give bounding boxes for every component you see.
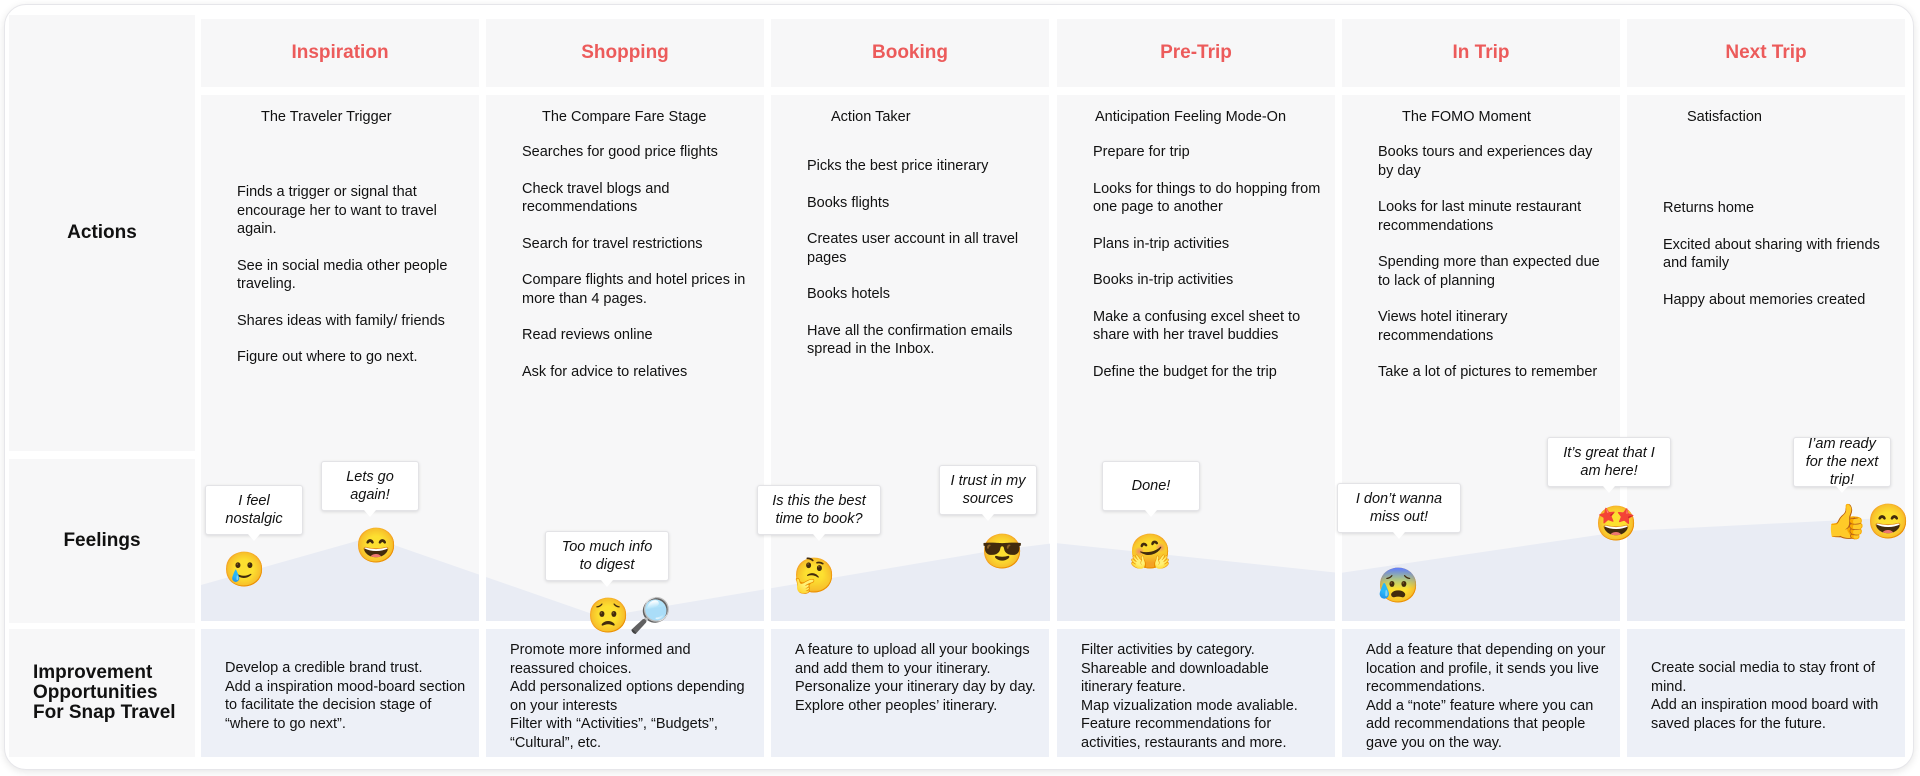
column-gap <box>764 459 771 623</box>
improvement-item: Explore other peoples’ itinerary. <box>795 697 998 714</box>
feeling-bubble <box>1337 483 1461 533</box>
feeling-bubble <box>939 465 1037 515</box>
action-item: Picks the best price itinerary <box>807 158 989 174</box>
improvement-item: A feature to upload all your bookings and add them to your itinerary. <box>795 642 1030 677</box>
column-gap <box>1050 459 1057 623</box>
improvement-item: Add personalized options depending on your interests <box>510 679 745 714</box>
row-label-improvement-line: Improvement <box>33 662 153 683</box>
feeling-text: I don’t wanna miss out! <box>1355 491 1443 525</box>
feelings-curve <box>5 5 1913 769</box>
action-item: Returns home <box>1663 200 1755 216</box>
improvement-item: Add an inspiration mood board with saved places for the future. <box>1651 697 1879 732</box>
action-item: Have all the confirmation emails spread in the Inbox. <box>807 322 1013 357</box>
action-item: Define the budget for the trip <box>1093 363 1277 380</box>
action-item: Compare flights and hotel prices in more than 4 pages. <box>522 272 746 307</box>
worried-face-magnifier-icon: 😟🔎 <box>587 597 672 635</box>
row-label-improvement-line: For Snap Travel <box>33 702 176 723</box>
action-item: Excited about sharing with friends and family <box>1663 236 1880 271</box>
thinking-face-icon: 🤔 <box>793 557 836 595</box>
improvement-item: Add a feature that depending on your location and profile, it sends you live recommendations. <box>1366 642 1606 695</box>
feeling-text: Too much info to digest <box>561 539 653 573</box>
action-item: Shares ideas with family/ friends <box>237 312 445 329</box>
feeling-bubble <box>545 531 669 581</box>
action-item: Search for travel restrictions <box>522 235 703 252</box>
stage-title-in-trip: In Trip <box>1342 19 1620 87</box>
row-label-improvement-line: Opportunities <box>33 682 158 703</box>
stage-title-booking: Booking <box>771 19 1049 87</box>
action-item: Looks for things to do hopping from one page to another <box>1093 180 1321 215</box>
action-item: Happy about memories created <box>1663 291 1866 308</box>
action-item: Make a confusing excel sheet to share with her travel buddies <box>1093 308 1301 343</box>
row-label-feelings-text: Feelings <box>63 530 141 551</box>
improvement-item: Create social media to stay front of mind. <box>1651 660 1876 695</box>
action-item: Plans in-trip activities <box>1093 235 1230 252</box>
action-item: Views hotel itinerary recommendations <box>1378 309 1508 344</box>
action-item: Searches for good price flights <box>522 144 718 160</box>
improvement-item: Shareable and downloadable itinerary feature. <box>1081 660 1269 695</box>
stage-subtitle: Satisfaction <box>1687 109 1762 125</box>
action-item: Ask for advice to relatives <box>522 363 688 380</box>
improvement-item: Filter with “Activities”, “Budgets”, “Cultural”, etc. <box>510 716 718 751</box>
action-item: Creates user account in all travel pages <box>807 231 1019 266</box>
stage-subtitle: The Compare Fare Stage <box>542 109 707 125</box>
improvement-item: Develop a credible brand trust. <box>225 660 423 676</box>
feeling-text: It’s great that I am here! <box>1563 445 1655 479</box>
stage-subtitle: The Traveler Trigger <box>261 109 392 125</box>
stage-subtitle: The FOMO Moment <box>1402 109 1531 125</box>
action-item: Books hotels <box>807 286 891 302</box>
action-item: Read reviews online <box>522 327 653 343</box>
action-item: Figure out where to go next. <box>237 349 418 365</box>
improvement-item: Add a inspiration mood-board section to facilitate the decision stage of “where to go next”. <box>225 678 466 732</box>
action-item: Books in-trip activities <box>1093 272 1234 288</box>
star-struck-face-icon: 🤩 <box>1595 505 1638 543</box>
anxious-face-icon: 😰 <box>1377 567 1420 605</box>
stage-title-pre-trip: Pre-Trip <box>1057 19 1335 87</box>
action-item: Prepare for trip <box>1093 144 1190 160</box>
action-item: Looks for last minute restaurant recommendations <box>1378 199 1582 234</box>
stage-title-next-trip: Next Trip <box>1627 19 1905 87</box>
stage-title-shopping: Shopping <box>486 19 764 87</box>
feeling-text: I’am ready for the next trip! <box>1805 436 1879 488</box>
action-item: Spending more than expected due to lack of planning <box>1378 254 1600 289</box>
action-item: Books flights <box>807 194 890 211</box>
feeling-text: I feel nostalgic <box>225 493 283 527</box>
grinning-face-icon: 😄 <box>355 527 398 565</box>
feeling-bubble <box>1547 437 1671 487</box>
feeling-text: Is this the best time to book? <box>772 493 866 527</box>
feeling-bubble <box>757 485 881 535</box>
improvement-item: Personalize your itinerary day by day. <box>795 679 1036 695</box>
feeling-bubble <box>1793 437 1891 487</box>
action-item: Finds a trigger or signal that encourage her to want to travel again. <box>237 184 437 237</box>
action-item: Books tours and experiences day by day <box>1378 144 1593 179</box>
action-item: Take a lot of pictures to remember <box>1378 364 1598 380</box>
stage-title-inspiration: Inspiration <box>201 19 479 87</box>
feeling-text: I trust in my sources <box>950 473 1026 507</box>
row-label-actions-text: Actions <box>67 222 137 243</box>
feeling-bubble <box>205 485 303 535</box>
stage-subtitle: Action Taker <box>831 109 911 125</box>
hugging-face-icon: 🤗 <box>1129 533 1172 571</box>
journey-map-board <box>4 4 1914 770</box>
stage-subtitle: Anticipation Feeling Mode-On <box>1095 109 1287 125</box>
feeling-bubble <box>321 461 419 511</box>
improvement-item: Filter activities by category. <box>1081 642 1255 658</box>
improvement-item: Map vizualization mode avaliable. <box>1081 697 1298 714</box>
improvement-item: Promote more informed and reassured choices. <box>510 642 691 677</box>
action-item: Check travel blogs and recommendations <box>522 180 670 215</box>
thumbs-up-grin-icon: 👍😄 <box>1825 503 1910 541</box>
action-item: See in social media other people traveling. <box>237 257 448 292</box>
feeling-text: Lets go again! <box>346 469 394 503</box>
column-gap <box>479 459 486 623</box>
feeling-text: Done! <box>1131 478 1171 494</box>
improvement-item: Feature recommendations for activities, restaurants and more. <box>1081 716 1287 751</box>
nostalgic-face-icon: 🥲 <box>223 551 266 589</box>
improvement-item: Add a “note” feature where you can add recommendations that people gave you on the way. <box>1366 697 1594 751</box>
feeling-bubble <box>1102 461 1200 511</box>
sunglasses-face-icon: 😎 <box>981 533 1024 571</box>
